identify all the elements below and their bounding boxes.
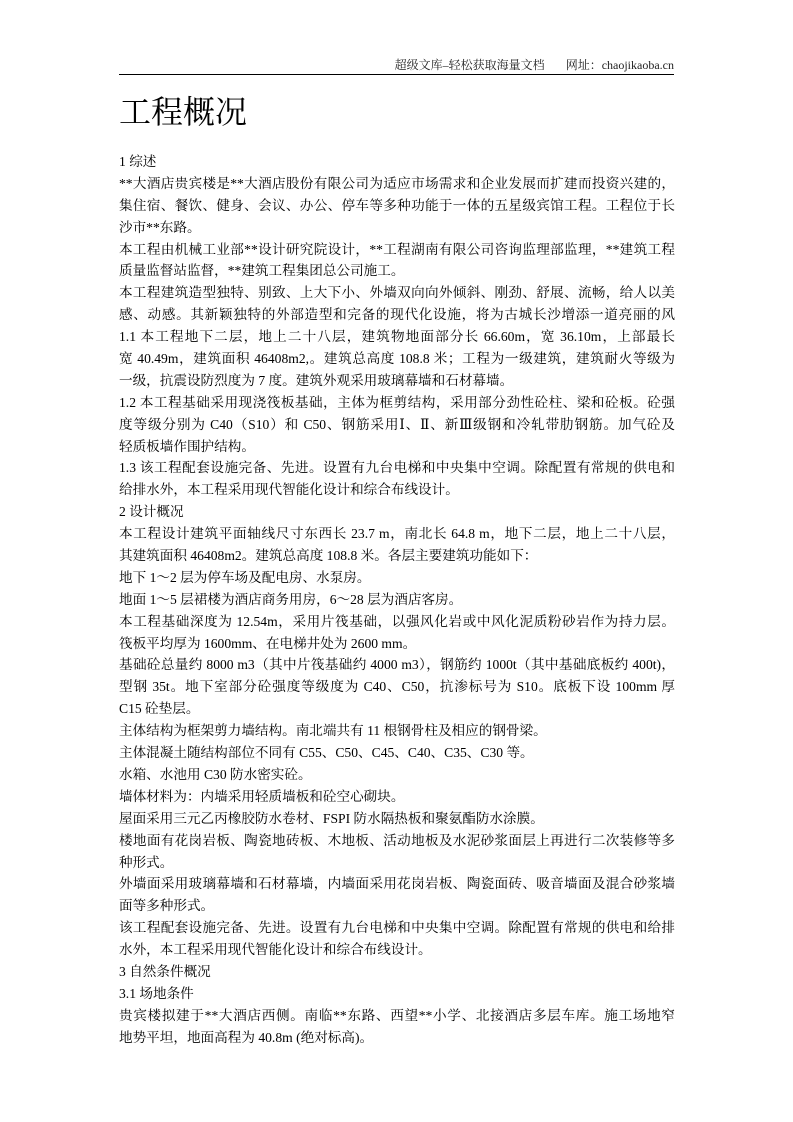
text-line: 外墙面采用玻璃幕墙和石材幕墙，内墙面采用花岗岩板、陶瓷面砖、吸音墙面及混合砂浆墙 [119, 876, 675, 892]
text-line: 该工程配套设施完备、先进。设置有九台电梯和中央集中空调。除配置有常规的供电和给排 [119, 920, 675, 936]
text-line: 基础砼总量约 8000 m3（其中片筏基础约 4000 m3），钢筋约 1000t（其中基础底板约 400t)， [119, 657, 675, 673]
text-line: C15 砼垫层。 [119, 701, 200, 717]
page-header [119, 56, 674, 75]
text-line: 贵宾楼拟建于**大酒店西侧。南临**东路、西望**小学、北接酒店多层车库。施工场地窄 [119, 1007, 675, 1023]
text-line: 型钢 35t。地下室部分砼强度等级度为 C40、C50，抗渗标号为 S10。底板下设 100mm 厚 [119, 679, 675, 695]
text-line: 轻质板墙作围护结构。 [119, 438, 255, 454]
text-line: 主体混凝土随结构部位不同有 C55、C50、C45、C40、C35、C30 等。 [119, 745, 534, 761]
text-line: 水外，本工程采用现代智能化设计和综合布线设计。 [119, 942, 432, 958]
text-line: 集住宿、餐饮、健身、会议、办公、停车等多种功能于一体的五星级宾馆工程。工程位于长 [119, 197, 675, 213]
text-line: 屋面采用三元乙丙橡胶防水卷材、FSPI 防水隔热板和聚氨酯防水涂膜。 [119, 810, 544, 826]
document-title: 工程概况 [119, 94, 248, 130]
text-line: 1 综述 [119, 154, 157, 169]
text-line: 其建筑面积 46408m2。建筑总高度 108.8 米。各层主要建筑功能如下： [119, 548, 538, 564]
text-line: 地势平坦，地面高程为 40.8m (绝对标高)。 [119, 1029, 374, 1045]
text-line: 给排水外，本工程采用现代智能化设计和综合布线设计。 [119, 482, 459, 498]
text-line: 地下 1～2 层为停车场及配电房、水泵房。 [119, 569, 371, 585]
text-line: 1.2 本工程基础采用现浇筏板基础，主体为框剪结构，采用部分劲性砼柱、梁和砼板。砼强 [119, 394, 675, 410]
document-body [119, 151, 675, 1049]
text-line: 墙体材料为：内墙采用轻质墙板和砼空心砌块。 [119, 788, 405, 804]
text-line: **大酒店贵宾楼是**大酒店股份有限公司为适应市场需求和企业发展而扩建而投资兴建的， [119, 175, 675, 191]
text-line: 本工程由机械工业部**设计研究院设计，**工程湖南有限公司咨询监理部监理，**建筑工程 [119, 241, 675, 257]
header-url: 网址：chaojikaoba.cn [565, 58, 674, 72]
text-line: 3.1 场地条件 [119, 985, 194, 1001]
text-line: 地面 1～5 层裙楼为酒店商务用房，6～28 层为酒店客房。 [119, 591, 463, 607]
text-line: 本工程基础深度为 12.54m，采用片筏基础，以强风化岩或中风化泥质粉砂岩作为持力层。 [119, 613, 675, 629]
text-line: 沙市**东路。 [119, 219, 201, 235]
text-line: 主体结构为框架剪力墙结构。南北端共有 11 根钢骨柱及相应的钢骨梁。 [119, 723, 547, 739]
text-line: 2 设计概况 [119, 504, 184, 520]
text-line: 面等多种形式。 [119, 898, 215, 914]
text-line: 一级，抗震设防烈度为 7 度。建筑外观采用玻璃幕墙和石材幕墙。 [119, 372, 514, 388]
text-line: 3 自然条件概况 [119, 963, 211, 979]
header-site-name: 超级文库–轻松获取海量文档 [394, 58, 545, 72]
text-line: 本工程建筑造型独特、别致、上大下小、外墙双向向外倾斜、刚劲、舒展、流畅，给人以美 [119, 285, 675, 301]
text-line: 质量监督站监督，**建筑工程集团总公司施工。 [119, 263, 405, 279]
text-line: 1.1 本工程地下二层，地上二十八层，建筑物地面部分长 66.60m，宽 36.10m，上部最长 [119, 329, 675, 345]
text-line: 度等级分别为 C40（S10）和 C50、钢筋采用Ⅰ、Ⅱ、新Ⅲ级钢和冷轧带肋钢筋。加气砼及 [119, 416, 675, 432]
text-line: 感、动感。其新颖独特的外部造型和完备的现代化设施，将为古城长沙增添一道亮丽的风 [119, 307, 675, 323]
text-line: 楼地面有花岗岩板、陶瓷地砖板、木地板、活动地板及水泥砂浆面层上再进行二次装修等多 [119, 832, 675, 848]
text-line: 本工程设计建筑平面轴线尺寸东西长 23.7 m，南北长 64.8 m，地下二层，地上二十八层， [119, 526, 675, 542]
text-line: 种形式。 [119, 854, 174, 870]
text-line: 筏板平均厚为 1600mm、在电梯井处为 2600 mm。 [119, 635, 417, 651]
text-line: 水箱、水池用 C30 防水密实砼。 [119, 766, 312, 782]
text-line: 1.3 该工程配套设施完备、先进。设置有九台电梯和中央集中空调。除配置有常规的供电和 [119, 460, 675, 476]
text-line: 宽 40.49m，建筑面积 46408m2,。建筑总高度 108.8 米；工程为一级建筑，建筑耐火等级为 [119, 351, 675, 367]
